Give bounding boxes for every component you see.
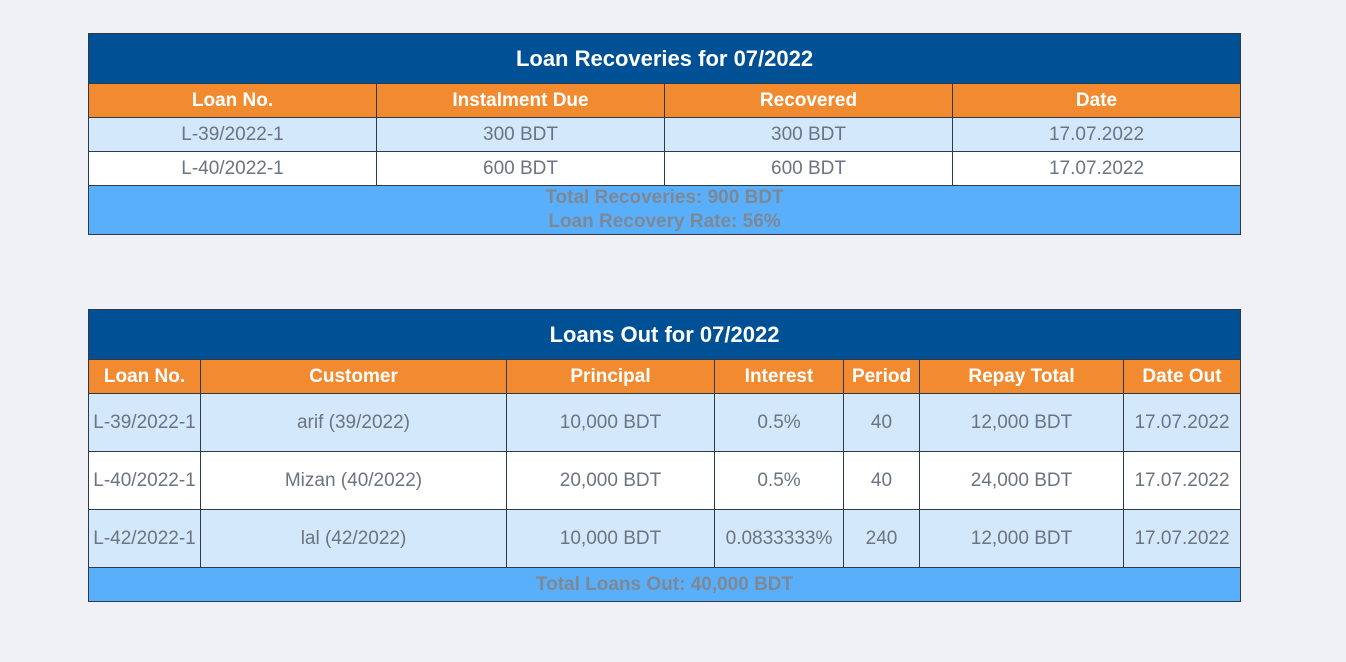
period-cell: 40 [844, 394, 920, 452]
period-cell: 240 [844, 510, 920, 568]
table-row [89, 394, 1241, 452]
principal-cell: 10,000 BDT [507, 394, 715, 452]
column-header-interest: Interest [715, 360, 844, 394]
column-header-loan-no: Loan No. [89, 360, 201, 394]
customer-cell: arif (39/2022) [201, 394, 507, 452]
period-cell: 40 [844, 452, 920, 510]
recoveries-header-row [89, 84, 1241, 118]
table-row [89, 152, 1241, 186]
recoveries-summary [89, 186, 1241, 235]
interest-cell: 0.5% [715, 452, 844, 510]
column-header-period: Period [844, 360, 920, 394]
customer-cell: Mizan (40/2022) [201, 452, 507, 510]
column-header-repay-total: Repay Total [920, 360, 1124, 394]
repay-total-cell: 12,000 BDT [920, 510, 1124, 568]
column-header-instalment-due: Instalment Due [377, 84, 665, 118]
date-out-cell: 17.07.2022 [1124, 510, 1241, 568]
interest-cell: 0.5% [715, 394, 844, 452]
column-header-date-out: Date Out [1124, 360, 1241, 394]
column-header-date: Date [953, 84, 1241, 118]
column-header-recovered: Recovered [665, 84, 953, 118]
table-row [89, 118, 1241, 152]
repay-total-cell: 12,000 BDT [920, 394, 1124, 452]
loans-out-table [88, 309, 1241, 602]
recovered-cell: 600 BDT [665, 152, 953, 186]
column-header-principal: Principal [507, 360, 715, 394]
loans-out-header-row [89, 360, 1241, 394]
repay-total-cell: 24,000 BDT [920, 452, 1124, 510]
principal-cell: 20,000 BDT [507, 452, 715, 510]
principal-cell: 10,000 BDT [507, 510, 715, 568]
customer-cell: lal (42/2022) [201, 510, 507, 568]
date-out-cell: 17.07.2022 [1124, 452, 1241, 510]
loan-no-cell: L-​42/2022-1 [89, 510, 201, 568]
column-header-customer: Customer [201, 360, 507, 394]
instalment-due-cell: 600 BDT [377, 152, 665, 186]
table-row [89, 452, 1241, 510]
recoveries-title: Loan Recoveries for 07/2022 [89, 34, 1241, 84]
loans-out-footer-row [89, 568, 1241, 602]
loans-out-title: Loans Out for 07/2022 [89, 310, 1241, 360]
loan-no-cell: L-39/2022-1 [89, 118, 377, 152]
date-out-cell: 17.07.2022 [1124, 394, 1241, 452]
recovered-cell: 300 BDT [665, 118, 953, 152]
loan-recoveries-table [88, 33, 1241, 235]
total-recoveries-text: Total Recoveries: 900 BDT [545, 187, 784, 208]
recovery-rate-text: Loan Recovery Rate: 56% [548, 211, 781, 232]
loan-no-cell: L-40/2022-1 [89, 152, 377, 186]
table-row [89, 510, 1241, 568]
interest-cell: 0.0833333% [715, 510, 844, 568]
loan-no-cell: L-​39/2022-1 [89, 394, 201, 452]
column-header-loan-no: Loan No. [89, 84, 377, 118]
instalment-due-cell: 300 BDT [377, 118, 665, 152]
loan-no-cell: L-​40/2022-1 [89, 452, 201, 510]
recoveries-footer-row [89, 186, 1241, 235]
date-cell: 17.07.2022 [953, 152, 1241, 186]
date-cell: 17.07.2022 [953, 118, 1241, 152]
total-loans-out-text: Total Loans Out: 40,000 BDT [89, 568, 1241, 602]
